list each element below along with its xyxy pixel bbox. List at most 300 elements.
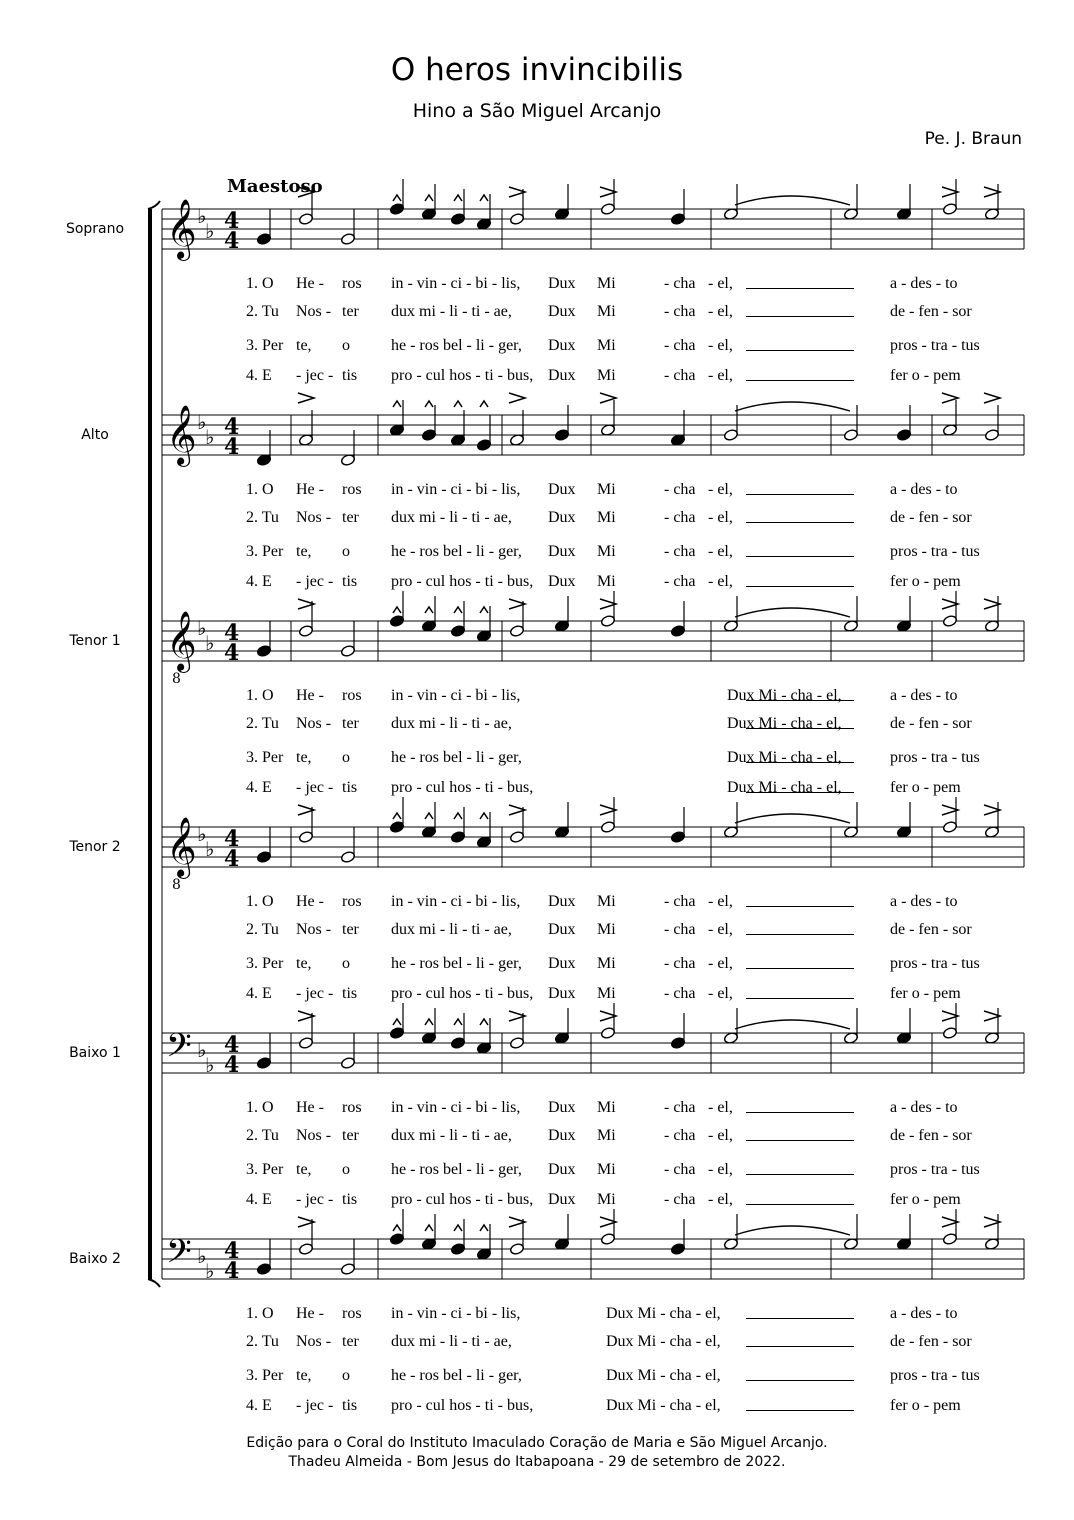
part-label-alto: Alto <box>81 427 109 443</box>
note-head <box>389 1233 404 1246</box>
lyric-syllable: tis <box>342 985 358 1002</box>
lyric-syllable: pros - tra - tus <box>890 955 980 972</box>
lyric-syllable: o <box>342 543 350 560</box>
lyric-syllable: Nos - <box>296 509 332 526</box>
lyric-syllable: te, <box>296 955 312 972</box>
marcato-mark <box>454 1225 462 1231</box>
marcato-mark <box>393 813 401 819</box>
note-head <box>600 821 615 834</box>
lyric-syllable: tis <box>342 573 358 590</box>
note-head <box>298 625 313 638</box>
accent-mark <box>298 393 314 403</box>
lyric-syllable: de - fen - sor <box>890 1333 972 1350</box>
note-head <box>600 1027 615 1040</box>
lyric-syllable: 3. Per <box>246 543 284 560</box>
lyric-syllable: - jec - <box>296 779 334 796</box>
time-signature-top: 4 <box>224 1032 240 1058</box>
lyric-syllable: pros - tra - tus <box>890 543 980 560</box>
lyric-syllable: te, <box>296 1161 312 1178</box>
lyric-syllable: - cha <box>664 893 696 910</box>
marcato-mark <box>393 1225 401 1231</box>
lyric-syllable: Dux Mi - cha - el, <box>727 779 842 796</box>
note-head <box>509 625 524 638</box>
lyric-syllable: in - vin - ci - bi - lis, <box>391 687 521 704</box>
bass-clef-icon: 𝄢 <box>166 1027 192 1073</box>
tie-arc <box>735 814 850 823</box>
lyric-syllable: Dux <box>548 303 576 320</box>
flat-icon: ♭ <box>205 1053 215 1077</box>
time-signature-top: 4 <box>224 414 240 440</box>
bracket-top-hook <box>148 201 160 209</box>
lyric-syllable: - cha <box>664 275 696 292</box>
note-head <box>476 439 491 452</box>
note-head <box>256 851 271 864</box>
lyric-syllable: - cha <box>664 543 696 560</box>
treble-clef-icon: 𝄞 <box>166 199 197 259</box>
lyric-syllable: ter <box>342 921 359 938</box>
lyric-syllable: 1. O <box>246 275 274 292</box>
lyric-syllable: 1. O <box>246 481 274 498</box>
lyric-syllable: 2. Tu <box>246 715 279 732</box>
lyric-syllable: 4. E <box>246 985 272 1002</box>
treble-clef-icon: 𝄞 <box>166 611 197 671</box>
lyric-syllable: - el, <box>708 1127 733 1144</box>
marcato-mark <box>454 195 462 201</box>
lyric-syllable: ter <box>342 715 359 732</box>
lyric-syllable: te, <box>296 1367 312 1384</box>
lyric-syllable: fer o - pem <box>890 573 961 590</box>
tie-arc <box>735 608 850 617</box>
lyric-syllable: Mi <box>597 573 616 590</box>
marcato-mark <box>480 195 488 201</box>
note-head <box>256 233 271 246</box>
note-head <box>421 429 436 442</box>
note-head <box>340 645 355 658</box>
note-head <box>942 1233 957 1246</box>
lyric-syllable: He - <box>296 687 324 704</box>
lyric-syllable: 3. Per <box>246 1161 284 1178</box>
note-head <box>340 851 355 864</box>
lyric-syllable: pro - cul hos - ti - bus, <box>391 779 534 796</box>
lyric-syllable: te, <box>296 543 312 560</box>
treble-clef-icon: 𝄞 <box>166 817 197 877</box>
lyric-syllable: Mi <box>597 303 616 320</box>
lyric-syllable: Dux <box>548 1099 576 1116</box>
lyric-syllable: pros - tra - tus <box>890 1161 980 1178</box>
lyric-syllable: - cha <box>664 1127 696 1144</box>
part-label-soprano: Soprano <box>65 221 125 237</box>
lyric-syllable: Dux Mi - cha - el, <box>606 1333 721 1350</box>
flat-icon: ♭ <box>197 1244 207 1268</box>
time-signature-bottom: 4 <box>224 1258 240 1284</box>
marcato-mark <box>425 1225 433 1231</box>
lyric-syllable: - el, <box>708 543 733 560</box>
lyric-syllable: tis <box>342 1397 358 1414</box>
lyric-syllable: 3. Per <box>246 1367 284 1384</box>
lyric-syllable: in - vin - ci - bi - lis, <box>391 893 521 910</box>
lyric-syllable: Dux Mi - cha - el, <box>606 1367 721 1384</box>
lyric-syllable: Mi <box>597 481 616 498</box>
lyric-syllable: in - vin - ci - bi - lis, <box>391 275 521 292</box>
lyric-syllable: - el, <box>708 955 733 972</box>
lyric-syllable: pro - cul hos - ti - bus, <box>391 1397 534 1414</box>
lyric-syllable: Nos - <box>296 303 332 320</box>
bracket-bottom-hook <box>148 1279 160 1287</box>
marcato-mark <box>393 1019 401 1025</box>
lyric-syllable: 3. Per <box>246 749 284 766</box>
flat-icon: ♭ <box>197 616 207 640</box>
bass-clef-icon: 𝄢 <box>166 1233 192 1279</box>
time-signature-bottom: 4 <box>224 228 240 254</box>
marcato-mark <box>393 401 401 407</box>
lyric-syllable: fer o - pem <box>890 367 961 384</box>
note-head <box>942 615 957 628</box>
tie-arc <box>735 1020 850 1029</box>
octave-mark: 8 <box>172 671 181 687</box>
lyric-syllable: - jec - <box>296 1191 334 1208</box>
page-subtitle: Hino a São Miguel Arcanjo <box>412 100 662 122</box>
time-signature-top: 4 <box>224 620 240 646</box>
lyric-syllable: a - des - to <box>890 893 958 910</box>
treble-clef-icon: 𝄞 <box>166 405 197 465</box>
note-head <box>298 213 313 226</box>
note-head <box>554 429 569 442</box>
lyric-syllable: Dux <box>548 921 576 938</box>
lyric-syllable: He - <box>296 893 324 910</box>
lyric-syllable: he - ros bel - li - ger, <box>391 1367 522 1384</box>
lyric-syllable: 4. E <box>246 1191 272 1208</box>
lyric-syllable: - el, <box>708 573 733 590</box>
lyric-syllable: Mi <box>597 1127 616 1144</box>
marcato-mark <box>425 401 433 407</box>
lyric-syllable: Dux <box>548 509 576 526</box>
lyric-syllable: - el, <box>708 985 733 1002</box>
lyric-syllable: ros <box>342 1099 362 1116</box>
lyric-syllable: - cha <box>664 921 696 938</box>
lyric-syllable: - jec - <box>296 367 334 384</box>
note-head <box>670 1037 685 1050</box>
lyric-syllable: pro - cul hos - ti - bus, <box>391 1191 534 1208</box>
lyric-syllable: pros - tra - tus <box>890 1367 980 1384</box>
lyric-syllable: Dux <box>548 275 576 292</box>
lyric-syllable: de - fen - sor <box>890 1127 972 1144</box>
marcato-mark <box>480 1225 488 1231</box>
lyric-syllable: - el, <box>708 893 733 910</box>
lyric-syllable: Nos - <box>296 1333 332 1350</box>
part-label-tenor-1: Tenor 1 <box>69 633 121 649</box>
lyric-syllable: Mi <box>597 275 616 292</box>
lyric-syllable: Dux <box>548 573 576 590</box>
footer-credits <box>0 1434 1074 1472</box>
lyric-syllable: te, <box>296 749 312 766</box>
lyric-syllable: - cha <box>664 509 696 526</box>
lyric-syllable: dux mi - li - ti - ae, <box>391 1127 512 1144</box>
lyric-syllable: o <box>342 749 350 766</box>
lyric-syllable: - cha <box>664 367 696 384</box>
lyric-syllable: Mi <box>597 543 616 560</box>
note-head <box>723 429 738 442</box>
lyric-syllable: Mi <box>597 367 616 384</box>
note-head <box>256 645 271 658</box>
note-head <box>256 1263 271 1276</box>
note-head <box>340 1057 355 1070</box>
lyric-syllable: He - <box>296 481 324 498</box>
lyric-syllable: fer o - pem <box>890 1397 961 1414</box>
lyric-syllable: tis <box>342 1191 358 1208</box>
note-head <box>843 429 858 442</box>
note-head <box>450 1037 465 1050</box>
lyric-syllable: - jec - <box>296 573 334 590</box>
lyric-syllable: Dux <box>548 893 576 910</box>
lyric-syllable: pro - cul hos - ti - bus, <box>391 367 534 384</box>
lyric-syllable: Mi <box>597 509 616 526</box>
lyric-syllable: 1. O <box>246 893 274 910</box>
lyric-syllable: te, <box>296 337 312 354</box>
lyric-syllable: - el, <box>708 1161 733 1178</box>
footer-line-1: Edição para o Coral do Instituto Imaculado Coração de Maria e São Miguel Arcanjo. <box>246 1435 828 1451</box>
note-head <box>298 1037 313 1050</box>
lyric-syllable: He - <box>296 1099 324 1116</box>
lyric-syllable: de - fen - sor <box>890 715 972 732</box>
lyric-syllable: Mi <box>597 985 616 1002</box>
lyric-syllable: ros <box>342 275 362 292</box>
note-head <box>600 1233 615 1246</box>
note-head <box>600 203 615 216</box>
lyric-syllable: Dux <box>548 985 576 1002</box>
lyric-syllable: 2. Tu <box>246 509 279 526</box>
lyric-syllable: a - des - to <box>890 1305 958 1322</box>
lyric-syllable: ter <box>342 303 359 320</box>
lyric-syllable: pros - tra - tus <box>890 749 980 766</box>
note-head <box>509 1037 524 1050</box>
flat-icon: ♭ <box>205 1259 215 1283</box>
lyric-syllable: 1. O <box>246 1305 274 1322</box>
note-head <box>509 831 524 844</box>
lyric-syllable: Dux Mi - cha - el, <box>727 687 842 704</box>
lyric-syllable: o <box>342 337 350 354</box>
lyric-syllable: - cha <box>664 1191 696 1208</box>
marcato-mark <box>480 1019 488 1025</box>
lyric-syllable: a - des - to <box>890 1099 958 1116</box>
lyric-syllable: ros <box>342 893 362 910</box>
lyric-syllable: Mi <box>597 955 616 972</box>
note-head <box>942 203 957 216</box>
flat-icon: ♭ <box>197 822 207 846</box>
marcato-mark <box>480 813 488 819</box>
lyric-syllable: o <box>342 955 350 972</box>
lyric-syllable: pros - tra - tus <box>890 337 980 354</box>
lyric-syllable: Mi <box>597 1161 616 1178</box>
lyric-syllable: Dux Mi - cha - el, <box>606 1305 721 1322</box>
marcato-mark <box>393 195 401 201</box>
lyric-syllable: he - ros bel - li - ger, <box>391 337 522 354</box>
marcato-mark <box>454 813 462 819</box>
lyric-syllable: he - ros bel - li - ger, <box>391 543 522 560</box>
flat-icon: ♭ <box>205 837 215 861</box>
lyric-syllable: - jec - <box>296 1397 334 1414</box>
accent-mark <box>984 393 1000 403</box>
flat-icon: ♭ <box>197 204 207 228</box>
note-head <box>670 625 685 638</box>
note-head <box>984 429 999 442</box>
lyric-syllable: o <box>342 1161 350 1178</box>
lyric-syllable: 2. Tu <box>246 921 279 938</box>
flat-icon: ♭ <box>197 410 207 434</box>
lyric-syllable: - el, <box>708 337 733 354</box>
note-head <box>389 821 404 834</box>
lyric-syllable: He - <box>296 1305 324 1322</box>
lyric-syllable: fer o - pem <box>890 1191 961 1208</box>
marcato-mark <box>393 607 401 613</box>
lyric-syllable: dux mi - li - ti - ae, <box>391 1333 512 1350</box>
lyric-syllable: a - des - to <box>890 687 958 704</box>
lyric-syllable: - cha <box>664 337 696 354</box>
note-head <box>389 203 404 216</box>
part-label-tenor-2: Tenor 2 <box>69 839 121 855</box>
time-signature-bottom: 4 <box>224 434 240 460</box>
lyric-syllable: a - des - to <box>890 481 958 498</box>
time-signature-top: 4 <box>224 1238 240 1264</box>
time-signature-bottom: 4 <box>224 1052 240 1078</box>
lyric-syllable: - cha <box>664 985 696 1002</box>
note-head <box>896 429 911 442</box>
marcato-mark <box>480 607 488 613</box>
lyric-syllable: de - fen - sor <box>890 303 972 320</box>
lyric-syllable: de - fen - sor <box>890 921 972 938</box>
composer-credit: Pe. J. Braun <box>924 129 1022 149</box>
lyric-syllable: - cha <box>664 1161 696 1178</box>
flat-icon: ♭ <box>205 425 215 449</box>
lyric-syllable: pro - cul hos - ti - bus, <box>391 985 534 1002</box>
lyric-syllable: - el, <box>708 1191 733 1208</box>
note-head <box>509 1243 524 1256</box>
note-head <box>256 1057 271 1070</box>
lyric-syllable: in - vin - ci - bi - lis, <box>391 1099 521 1116</box>
marcato-mark <box>425 195 433 201</box>
note-head <box>450 831 465 844</box>
lyric-syllable: 1. O <box>246 1099 274 1116</box>
note-head <box>942 821 957 834</box>
note-head <box>670 831 685 844</box>
note-head <box>389 615 404 628</box>
tie-arc <box>735 402 850 411</box>
octave-mark: 8 <box>172 877 181 893</box>
lyric-syllable: - jec - <box>296 985 334 1002</box>
marcato-mark <box>425 1019 433 1025</box>
lyric-syllable: Dux <box>548 367 576 384</box>
lyric-syllable: Dux <box>548 481 576 498</box>
lyric-syllable: Dux <box>548 543 576 560</box>
lyric-syllable: Mi <box>597 337 616 354</box>
lyric-syllable: 4. E <box>246 573 272 590</box>
lyric-syllable: Dux <box>548 1191 576 1208</box>
lyric-syllable: - el, <box>708 367 733 384</box>
lyric-syllable: - cha <box>664 955 696 972</box>
lyric-syllable: Nos - <box>296 715 332 732</box>
lyric-syllable: Dux <box>548 337 576 354</box>
lyric-syllable: fer o - pem <box>890 985 961 1002</box>
lyric-syllable: Dux Mi - cha - el, <box>606 1397 721 1414</box>
note-head <box>340 1263 355 1276</box>
note-head <box>389 1027 404 1040</box>
lyric-syllable: - cha <box>664 573 696 590</box>
lyric-syllable: he - ros bel - li - ger, <box>391 749 522 766</box>
tie-arc <box>735 196 850 205</box>
marcato-mark <box>454 1019 462 1025</box>
marcato-mark <box>425 813 433 819</box>
note-head <box>942 1027 957 1040</box>
lyric-syllable: 3. Per <box>246 955 284 972</box>
lyric-syllable: dux mi - li - ti - ae, <box>391 715 512 732</box>
time-signature-bottom: 4 <box>224 846 240 872</box>
note-head <box>600 615 615 628</box>
footer-line-2: Thadeu Almeida - Bom Jesus do Itabapoana - 29 de setembro de 2022. <box>288 1454 786 1470</box>
lyric-syllable: 3. Per <box>246 337 284 354</box>
lyric-syllable: tis <box>342 367 358 384</box>
lyric-syllable: dux mi - li - ti - ae, <box>391 303 512 320</box>
lyric-syllable: - el, <box>708 303 733 320</box>
lyric-syllable: Mi <box>597 893 616 910</box>
lyric-syllable: Nos - <box>296 921 332 938</box>
lyric-syllable: Nos - <box>296 1127 332 1144</box>
note-head <box>298 831 313 844</box>
lyric-syllable: - el, <box>708 275 733 292</box>
flat-icon: ♭ <box>197 1038 207 1062</box>
lyric-syllable: fer o - pem <box>890 779 961 796</box>
note-head <box>340 233 355 246</box>
accent-mark <box>509 393 525 403</box>
lyric-syllable: - el, <box>708 921 733 938</box>
lyric-syllable: - cha <box>664 1099 696 1116</box>
flat-icon: ♭ <box>205 631 215 655</box>
lyric-syllable: Dux <box>548 955 576 972</box>
lyric-syllable: pro - cul hos - ti - bus, <box>391 573 534 590</box>
lyric-syllable: 1. O <box>246 687 274 704</box>
lyric-syllable: 2. Tu <box>246 1127 279 1144</box>
part-label-baixo-2: Baixo 2 <box>69 1251 121 1267</box>
lyric-syllable: o <box>342 1367 350 1384</box>
marcato-mark <box>480 401 488 407</box>
tempo-marking: Maestoso <box>227 176 323 197</box>
time-signature-top: 4 <box>224 208 240 234</box>
flat-icon: ♭ <box>205 219 215 243</box>
lyric-syllable: Dux <box>548 1161 576 1178</box>
note-head <box>450 625 465 638</box>
lyric-syllable: ros <box>342 1305 362 1322</box>
lyric-syllable: ter <box>342 509 359 526</box>
lyric-syllable: dux mi - li - ti - ae, <box>391 509 512 526</box>
page-title: O heros invincibilis <box>390 52 684 88</box>
lyric-syllable: 4. E <box>246 779 272 796</box>
note-head <box>509 213 524 226</box>
lyric-syllable: - cha <box>664 303 696 320</box>
note-head <box>670 1243 685 1256</box>
lyric-syllable: Mi <box>597 921 616 938</box>
lyric-syllable: He - <box>296 275 324 292</box>
lyric-syllable: ros <box>342 687 362 704</box>
lyric-syllable: dux mi - li - ti - ae, <box>391 921 512 938</box>
lyric-syllable: - el, <box>708 481 733 498</box>
lyric-syllable: he - ros bel - li - ger, <box>391 1161 522 1178</box>
lyric-syllable: - cha <box>664 481 696 498</box>
lyric-syllable: he - ros bel - li - ger, <box>391 955 522 972</box>
time-signature-top: 4 <box>224 826 240 852</box>
lyric-syllable: ter <box>342 1127 359 1144</box>
part-label-baixo-1: Baixo 1 <box>69 1045 121 1061</box>
lyric-syllable: 4. E <box>246 367 272 384</box>
lyric-syllable: in - vin - ci - bi - lis, <box>391 481 521 498</box>
lyric-syllable: Mi <box>597 1191 616 1208</box>
